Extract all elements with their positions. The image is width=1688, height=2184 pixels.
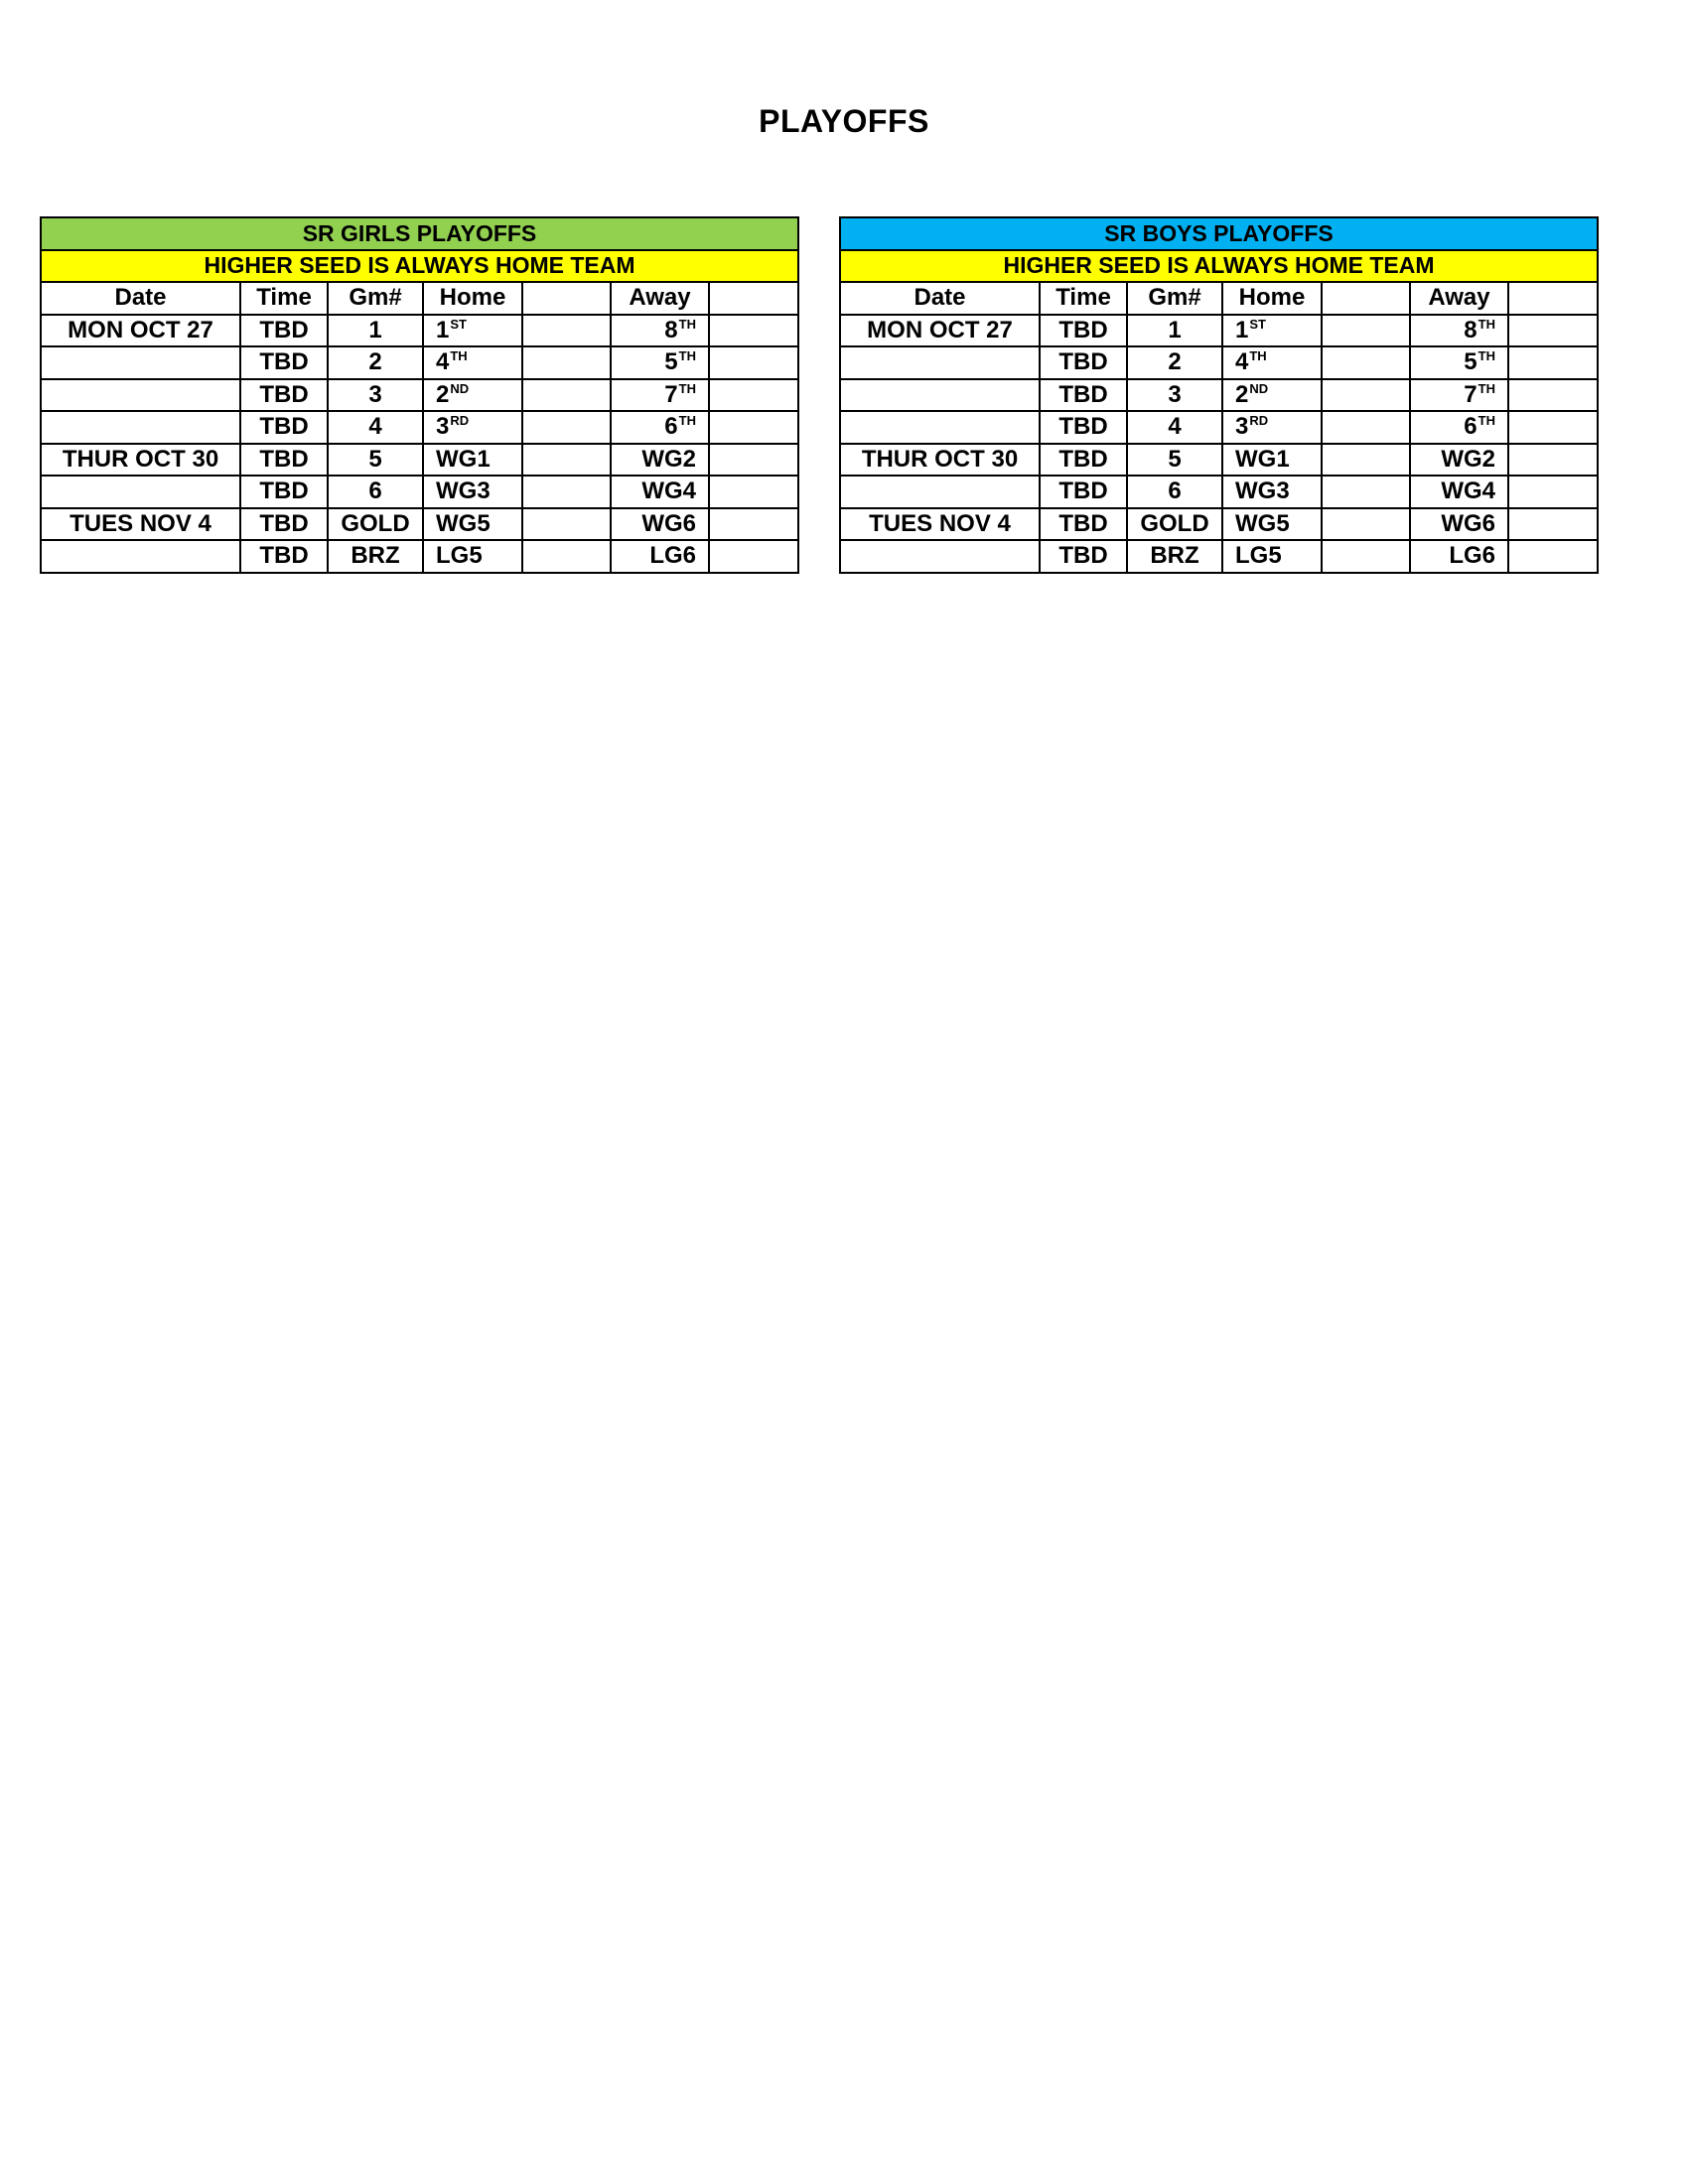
away-seed: 6	[1464, 413, 1477, 441]
table-row	[840, 411, 1598, 444]
blank-cell	[709, 508, 798, 541]
blank-cell	[1508, 540, 1598, 573]
game-cell: GOLD	[1127, 508, 1222, 541]
away-team: WG6	[641, 509, 696, 537]
home-seed: 2	[1235, 380, 1249, 408]
table-row	[41, 379, 798, 412]
date-cell: MON OCT 27	[41, 315, 240, 347]
home-team: LG5	[1235, 542, 1282, 570]
away-cell	[1410, 444, 1508, 477]
date-cell	[840, 346, 1040, 379]
table-row	[840, 346, 1598, 379]
away-team: WG4	[641, 478, 696, 505]
game-cell: GOLD	[328, 508, 423, 541]
date-cell: MON OCT 27	[840, 315, 1040, 347]
home-team: WG1	[436, 445, 491, 473]
home-seed-suffix: ST	[1249, 316, 1266, 332]
home-cell	[1222, 379, 1322, 412]
away-cell	[611, 411, 709, 444]
home-team: WG3	[1235, 478, 1290, 505]
blank-header	[522, 282, 611, 315]
home-seed-suffix: TH	[450, 348, 468, 364]
home-seed-suffix: ND	[450, 380, 470, 396]
home-cell	[1222, 346, 1322, 379]
blank-cell	[709, 315, 798, 347]
home-seed: 3	[436, 413, 450, 441]
game-cell: 2	[1127, 346, 1222, 379]
home-cell	[1222, 315, 1322, 347]
date-cell: TUES NOV 4	[41, 508, 240, 541]
home-seed-suffix: TH	[1249, 348, 1267, 364]
home-cell	[423, 540, 522, 573]
time-cell: TBD	[1040, 540, 1127, 573]
away-cell	[611, 315, 709, 347]
table-row	[41, 476, 798, 508]
away-seed-suffix: TH	[678, 380, 696, 396]
time-cell: TBD	[1040, 346, 1127, 379]
away-seed-suffix: TH	[1477, 348, 1495, 364]
blank-cell	[709, 411, 798, 444]
blank-cell	[709, 476, 798, 508]
away-header: Away	[611, 282, 709, 315]
home-seed-suffix: RD	[450, 413, 470, 429]
home-seed: 2	[436, 380, 450, 408]
time-cell: TBD	[240, 379, 328, 412]
boys-note-row	[840, 250, 1598, 283]
table-row	[41, 444, 798, 477]
blank-cell	[1508, 444, 1598, 477]
away-seed-suffix: TH	[1477, 316, 1495, 332]
home-team: WG5	[1235, 509, 1290, 537]
blank-cell	[1322, 444, 1410, 477]
away-cell	[611, 476, 709, 508]
game-cell: BRZ	[1127, 540, 1222, 573]
girls-header-row	[41, 282, 798, 315]
blank-header	[1322, 282, 1410, 315]
home-cell	[423, 315, 522, 347]
away-cell	[611, 346, 709, 379]
home-cell	[1222, 476, 1322, 508]
blank-cell	[709, 540, 798, 573]
blank-cell	[1508, 379, 1598, 412]
home-cell	[423, 508, 522, 541]
game-cell: 5	[328, 444, 423, 477]
away-team: LG6	[1449, 542, 1495, 570]
time-cell: TBD	[240, 540, 328, 573]
away-cell	[1410, 315, 1508, 347]
home-seed: 4	[1235, 348, 1249, 376]
girls-home-team-note: HIGHER SEED IS ALWAYS HOME TEAM	[41, 250, 798, 283]
time-cell: TBD	[1040, 476, 1127, 508]
blank-header	[709, 282, 798, 315]
blank-cell	[522, 346, 611, 379]
table-row	[840, 540, 1598, 573]
date-header: Date	[41, 282, 240, 315]
time-cell: TBD	[1040, 508, 1127, 541]
home-header: Home	[1222, 282, 1322, 315]
home-seed: 1	[436, 316, 450, 343]
boys-table-title: SR BOYS PLAYOFFS	[840, 217, 1598, 250]
blank-cell	[1322, 540, 1410, 573]
table-row	[41, 540, 798, 573]
away-cell	[1410, 540, 1508, 573]
blank-cell	[1322, 476, 1410, 508]
date-cell	[41, 476, 240, 508]
game-header: Gm#	[1127, 282, 1222, 315]
home-team: WG1	[1235, 445, 1290, 473]
boys-header-row	[840, 282, 1598, 315]
game-cell: 4	[328, 411, 423, 444]
blank-cell	[709, 346, 798, 379]
game-cell: 2	[328, 346, 423, 379]
date-cell	[840, 540, 1040, 573]
game-cell: 3	[328, 379, 423, 412]
game-cell: 4	[1127, 411, 1222, 444]
date-cell: THUR OCT 30	[41, 444, 240, 477]
blank-cell	[522, 411, 611, 444]
game-cell: 5	[1127, 444, 1222, 477]
home-cell	[423, 444, 522, 477]
blank-cell	[1322, 315, 1410, 347]
home-cell	[1222, 508, 1322, 541]
table-row	[840, 508, 1598, 541]
home-cell	[423, 346, 522, 379]
time-cell: TBD	[1040, 379, 1127, 412]
table-row	[41, 346, 798, 379]
girls-note-row	[41, 250, 798, 283]
date-cell: THUR OCT 30	[840, 444, 1040, 477]
away-cell	[611, 379, 709, 412]
blank-cell	[1322, 411, 1410, 444]
home-team: WG3	[436, 478, 491, 505]
time-cell: TBD	[1040, 411, 1127, 444]
game-cell: 1	[328, 315, 423, 347]
time-cell: TBD	[240, 444, 328, 477]
home-cell	[1222, 540, 1322, 573]
home-header: Home	[423, 282, 522, 315]
blank-cell	[1508, 476, 1598, 508]
home-cell	[1222, 411, 1322, 444]
boys-title-row	[840, 217, 1598, 250]
away-team: LG6	[649, 542, 696, 570]
time-header: Time	[1040, 282, 1127, 315]
date-cell	[41, 411, 240, 444]
away-seed-suffix: TH	[678, 413, 696, 429]
home-team: LG5	[436, 542, 483, 570]
home-seed: 1	[1235, 316, 1249, 343]
time-cell: TBD	[240, 315, 328, 347]
girls-table-title: SR GIRLS PLAYOFFS	[41, 217, 798, 250]
date-cell	[41, 346, 240, 379]
away-cell	[611, 444, 709, 477]
time-cell: TBD	[240, 476, 328, 508]
table-row	[41, 315, 798, 347]
away-seed-suffix: TH	[678, 316, 696, 332]
away-cell	[1410, 476, 1508, 508]
blank-cell	[1322, 508, 1410, 541]
blank-header	[1508, 282, 1598, 315]
date-cell	[41, 540, 240, 573]
blank-cell	[1508, 315, 1598, 347]
home-seed: 4	[436, 348, 450, 376]
time-cell: TBD	[1040, 444, 1127, 477]
away-seed: 6	[664, 413, 678, 441]
away-header: Away	[1410, 282, 1508, 315]
blank-cell	[1508, 508, 1598, 541]
game-cell: 6	[328, 476, 423, 508]
blank-cell	[1508, 346, 1598, 379]
away-team: WG6	[1441, 509, 1495, 537]
home-cell	[423, 379, 522, 412]
table-row	[41, 411, 798, 444]
away-seed: 8	[1464, 316, 1477, 343]
date-cell: TUES NOV 4	[840, 508, 1040, 541]
table-row	[41, 508, 798, 541]
blank-cell	[1508, 411, 1598, 444]
table-row	[840, 444, 1598, 477]
away-seed-suffix: TH	[678, 348, 696, 364]
blank-cell	[522, 508, 611, 541]
home-cell	[423, 476, 522, 508]
away-seed: 7	[1464, 380, 1477, 408]
game-cell: 1	[1127, 315, 1222, 347]
blank-cell	[1322, 346, 1410, 379]
page-title: PLAYOFFS	[759, 103, 929, 139]
away-cell	[611, 508, 709, 541]
away-cell	[1410, 508, 1508, 541]
game-cell: 3	[1127, 379, 1222, 412]
table-row	[840, 476, 1598, 508]
blank-cell	[709, 379, 798, 412]
time-cell: TBD	[1040, 315, 1127, 347]
away-cell	[1410, 379, 1508, 412]
home-cell	[1222, 444, 1322, 477]
game-header: Gm#	[328, 282, 423, 315]
table-row	[840, 379, 1598, 412]
home-cell	[423, 411, 522, 444]
boys-home-team-note: HIGHER SEED IS ALWAYS HOME TEAM	[840, 250, 1598, 283]
home-seed-suffix: RD	[1249, 413, 1269, 429]
away-seed: 8	[664, 316, 678, 343]
home-team: WG5	[436, 509, 491, 537]
boys-playoff-table	[839, 216, 1599, 574]
date-cell	[840, 411, 1040, 444]
away-seed: 5	[664, 348, 678, 376]
away-seed: 5	[1464, 348, 1477, 376]
away-cell	[611, 540, 709, 573]
away-team: WG2	[1441, 445, 1495, 473]
time-cell: TBD	[240, 346, 328, 379]
blank-cell	[709, 444, 798, 477]
away-cell	[1410, 346, 1508, 379]
home-seed: 3	[1235, 413, 1249, 441]
game-cell: BRZ	[328, 540, 423, 573]
blank-cell	[522, 444, 611, 477]
time-cell: TBD	[240, 411, 328, 444]
table-row	[840, 315, 1598, 347]
home-seed-suffix: ND	[1249, 380, 1269, 396]
away-team: WG4	[1441, 478, 1495, 505]
blank-cell	[1322, 379, 1410, 412]
date-cell	[840, 476, 1040, 508]
time-header: Time	[240, 282, 328, 315]
date-cell	[41, 379, 240, 412]
blank-cell	[522, 476, 611, 508]
away-cell	[1410, 411, 1508, 444]
date-cell	[840, 379, 1040, 412]
blank-cell	[522, 540, 611, 573]
away-team: WG2	[641, 445, 696, 473]
away-seed-suffix: TH	[1477, 413, 1495, 429]
away-seed-suffix: TH	[1477, 380, 1495, 396]
girls-title-row	[41, 217, 798, 250]
game-cell: 6	[1127, 476, 1222, 508]
away-seed: 7	[664, 380, 678, 408]
blank-cell	[522, 379, 611, 412]
time-cell: TBD	[240, 508, 328, 541]
date-header: Date	[840, 282, 1040, 315]
blank-cell	[522, 315, 611, 347]
home-seed-suffix: ST	[450, 316, 467, 332]
girls-playoff-table	[40, 216, 799, 574]
